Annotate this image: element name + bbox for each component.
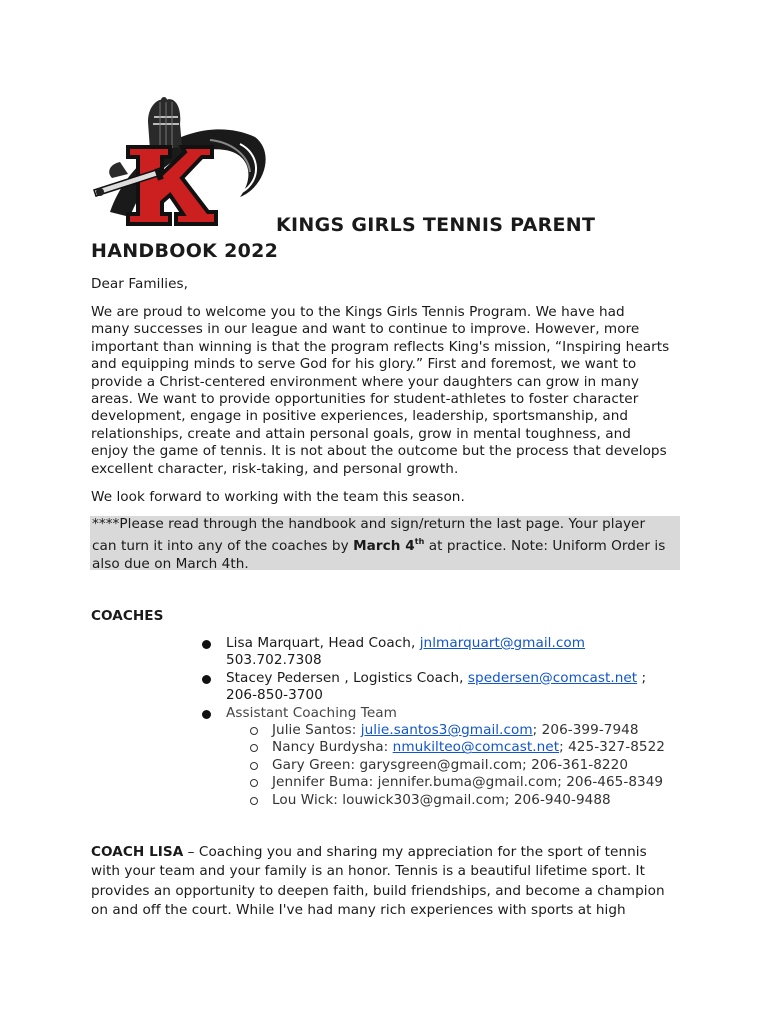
list-item: Gary Green: garysgreen@gmail.com; 206-361-8220 (226, 757, 682, 774)
notice-line (92, 533, 678, 555)
coaches-heading: COACHES (91, 608, 164, 624)
circle-bullet-icon (250, 762, 258, 770)
coach-phone: 503.702.7308 (226, 652, 322, 669)
bullet-icon (202, 640, 211, 649)
assistant-email-link[interactable]: nmukilteo@comcast.net (392, 739, 560, 756)
list-item: Lou Wick: louwick303@gmail.com; 206-940-9488 (226, 792, 682, 809)
intro-line: relationships, create and attain personal goals, grow in mental toughness, and (91, 425, 631, 442)
paragraph-line: COACH LISA – Coaching you and sharing my appreciation for the sport of tennis (91, 844, 647, 860)
knight-k-logo-icon (90, 92, 270, 232)
due-date: March 4th (353, 537, 425, 555)
coach-lisa-paragraph (91, 843, 681, 921)
assistant-heading: Assistant Coaching Team (226, 704, 397, 721)
notice-text: at practice. Note: Uniform Order is (424, 538, 666, 555)
paragraph-line: on and off the court. While I've had many rich experiences with sports at high (91, 902, 626, 919)
circle-bullet-icon (250, 727, 258, 735)
coach-name: Stacey Pedersen , Logistics Coach, (226, 669, 468, 686)
paragraph-line: provides an opportunity to deepen faith, build friendships, and become a champion (91, 882, 665, 899)
intro-line: many successes in our league and want to continue to improve. However, more (91, 321, 640, 338)
paragraph-line: with your team and your family is an honor. Tennis is a beautiful lifetime sport. It (91, 863, 645, 880)
list-item: Julie Santos: julie.santos3@gmail.com; 206-399-7948 (226, 722, 682, 739)
list-item: Jennifer Buma: jennifer.buma@gmail.com; 206-465-8349 (226, 774, 682, 791)
page-title-line2: HANDBOOK 2022 (91, 240, 279, 262)
intro-line: We are proud to welcome you to the Kings Girls Tennis Program. We have had (91, 304, 625, 320)
intro-line: development, engage in positive experiences, leadership, sportsmanship, and (91, 408, 629, 425)
page-title-line1: KINGS GIRLS TENNIS PARENT (276, 214, 596, 236)
circle-bullet-icon (250, 797, 258, 805)
circle-bullet-icon (250, 744, 258, 752)
logistics-coach-email-link[interactable]: spedersen@comcast.net (467, 669, 638, 686)
notice-text: can turn it into any of the coaches by (92, 538, 354, 555)
intro-line: excellent character, risk-taking, and personal growth. (91, 460, 459, 477)
notice-line: ****Please read through the handbook and sign/return the last page. Your player (92, 516, 646, 532)
list-item (202, 635, 682, 670)
intro-line: enjoy the game of tennis. It is not about the outcome but the process that develops (91, 443, 667, 460)
forward-statement: We look forward to working with the team this season. (91, 489, 465, 505)
intro-paragraph (91, 304, 691, 478)
notice-line: also due on March 4th. (92, 555, 249, 572)
intro-line: areas. We want to provide opportunities for student-athletes to foster character (91, 391, 639, 408)
coach-list (202, 635, 682, 809)
bullet-icon (202, 675, 211, 684)
bullet-icon (202, 710, 211, 719)
assistant-list (226, 722, 682, 809)
list-item: Nancy Burdysha: nmukilteo@comcast.net; 425-327-8522 (226, 739, 682, 756)
head-coach-email-link[interactable]: jnlmarquart@gmail.com (419, 635, 586, 651)
coach-lisa-label: COACH LISA (91, 844, 184, 860)
intro-line: and equipping minds to serve God for his glory.” First and foremost, we want to (91, 356, 637, 373)
list-item (202, 705, 682, 809)
svg-text:K: K (90, 92, 91, 93)
handbook-notice (90, 516, 680, 570)
coach-name: Lisa Marquart, Head Coach, (226, 635, 420, 651)
intro-line: important than winning is that the program reflects King's mission, “Inspiring hearts (91, 338, 670, 355)
coach-phone: 206-850-3700 (226, 687, 323, 704)
intro-line: provide a Christ-centered environment where your daughters can grow in many (91, 373, 640, 390)
greeting: Dear Families, (91, 276, 189, 292)
assistant-email-link[interactable]: julie.santos3@gmail.com (360, 722, 533, 739)
circle-bullet-icon (250, 779, 258, 787)
list-item: Stacey Pedersen , Logistics Coach, spedersen@comcast.net ; 206-850-3700 (202, 670, 682, 705)
